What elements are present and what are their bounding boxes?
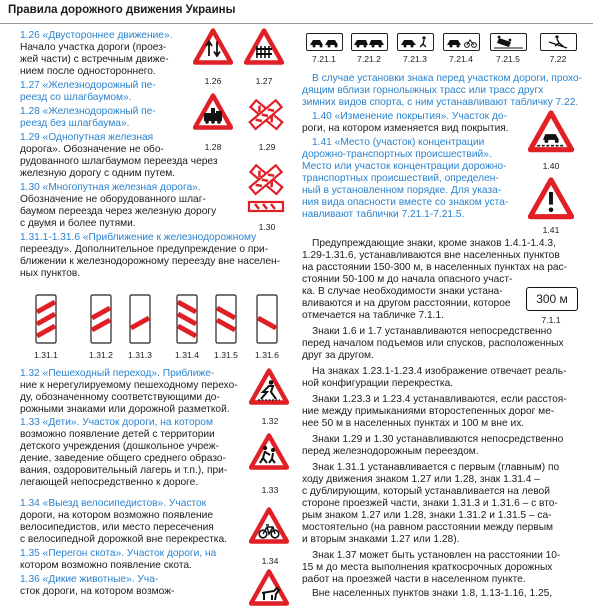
sign-label: 1.31.4 [175, 350, 199, 360]
plate-label: 7.21.4 [449, 54, 473, 64]
page-header [0, 0, 593, 24]
text-line: дящим вблизи горнолыжных трасс или трасс другх [302, 85, 544, 96]
sign-label: 1.34 [261, 556, 279, 566]
text-line: с дублирующим, который устанавливается на левой [302, 486, 550, 497]
text-line: ный в установленном порядке. Для указа- [302, 185, 502, 196]
text-line: мостоятельно (на равном расстоянии между первым [302, 522, 554, 533]
text-line: ближении к железнодорожному переезду вне населен- [20, 256, 281, 267]
sign-accident-zone-icon [528, 177, 574, 223]
plate-label: 7.1.1 [541, 315, 561, 325]
text-line: жей части) с встречным движе- [20, 54, 169, 65]
text-line: роги, на котором изменяется вид покрытия. [302, 123, 509, 134]
text-line: дорога». Обозначение не обо- [20, 144, 164, 155]
text-line: Знак 1.37 может быть установлен на расстоянии 10- [312, 550, 561, 561]
text-line: ние между примыканиями второстепенных дорог ме- [302, 406, 555, 417]
text-line: дорожно-транспортных происшествий». [302, 149, 492, 160]
cars-collision-icon [307, 34, 342, 50]
text-1-26-title: 1.26 «Двустороннее движение». [20, 30, 173, 41]
text-line: с двумя и более путями. [20, 218, 136, 229]
text-line: ной конфигурации перекрестка. [302, 378, 454, 389]
plate-7-21-3 [397, 33, 434, 51]
text-1-33-title: 1.33 «Дети». Участок дороги, на котором [20, 417, 213, 428]
sign-railway-crossing-barrier-icon [244, 28, 284, 68]
rear-collision-icon [352, 34, 387, 50]
text-line: дение, заведение общего среднего образо- [20, 453, 226, 464]
sign-multi-track-railway-icon [246, 158, 286, 216]
text-line: легающей непосредственно к дороге. [20, 477, 199, 488]
text-line: зимних видов спорта, с ним устанавливают табличку 7.22. [302, 97, 579, 108]
text-line: Начало участка дороги (проез- [20, 42, 167, 53]
text-line: Знаки 1.6 и 1.7 устанавливаются непосредственно [312, 326, 552, 337]
sign-approach-2-stripes-right-icon [90, 294, 112, 344]
car-overturn-icon [491, 34, 526, 50]
text-line: друг за другом. [302, 350, 374, 361]
text-line: ходу движения знаком 1.27 или 1.28, знак 1.31.4 – [302, 474, 540, 485]
plate-7-21-1 [306, 33, 343, 51]
text-line: 15 м до места выполнения краткосрочных дорожных [302, 562, 553, 573]
sign-label: 1.40 [542, 161, 560, 171]
text-line: дороги, на котором возможно появление [20, 510, 214, 521]
text-line: Вне населенных пунктов знаки 1.8, 1.13-1.16, 1.25, [312, 588, 553, 599]
text-line: рожными знаками или дорожной разметкой. [20, 404, 230, 415]
text-line: ния вида опасности вместе со знаком уста- [302, 197, 509, 208]
text-line: рым знаком 1.27 или 1.28, знаки 1.31.2 и 1.31.5 – са- [302, 510, 552, 521]
text-line: баумом переезда через железную дорогу [20, 206, 217, 217]
sign-label: 1.29 [258, 142, 276, 152]
sign-label: 1.33 [261, 485, 279, 495]
sign-cyclists-icon [249, 507, 289, 547]
plate-7-22 [540, 33, 577, 51]
text-line: перед началом подъемов или спусков, расположенных [302, 338, 564, 349]
text-line: навливают таблички 7.21.1-7.21.5. [302, 209, 465, 220]
plate-7-21-5 [490, 33, 527, 51]
plate-7-21-2 [351, 33, 388, 51]
text-1-28-title: 1.28 «Железнодорожный пе- [20, 106, 156, 117]
text-line: Обозначение не оборудованного шлаг- [20, 194, 206, 205]
text-line: железную дорогу с одним путем. [20, 168, 176, 179]
sign-approach-1-stripe-right-icon [129, 294, 151, 344]
sign-label: 1.31.5 [214, 350, 238, 360]
text-1-29-title: 1.29 «Однопутная железная [20, 132, 154, 143]
text-line: перед железнодорожным переездом. [302, 446, 479, 457]
text-line: ду, обозначенному соответствующими до- [20, 392, 220, 403]
sign-railway-crossing-no-barrier-icon [193, 93, 233, 133]
skier-icon [541, 34, 576, 50]
distance-plate-7-1-1: 300 м [526, 287, 578, 311]
text-line: отмечается на табличке 7.1.1. [302, 310, 444, 321]
sign-label: 1.30 [258, 222, 276, 232]
text-line: вания, оздоровительный лагерь и т.п.), при- [20, 465, 228, 476]
sign-approach-3-stripes-right-icon [35, 294, 57, 344]
sign-approach-3-stripes-left-icon [176, 294, 198, 344]
sign-label: 1.31.1 [34, 350, 58, 360]
text-line: Знак 1.31.1 устанавливается с первым (главным) по [312, 462, 560, 473]
text-1-32-title: 1.32 «Пешеходный переход». Приближе- [20, 368, 215, 379]
text-1-40-title-text: 1.40 «Изменение покрытия». Участок до- [312, 111, 507, 122]
text-1-27-title: 1.27 «Железнодорожный пе- [20, 80, 156, 91]
text-line: 1.29-1.31.6, устанавливаются вне населенных пунктов [302, 250, 560, 261]
text-line: велосипедистов, или место пересечения [20, 522, 214, 533]
text-line: ных пунктов. [20, 268, 81, 279]
sign-approach-2-stripes-left-icon [215, 294, 237, 344]
sign-label: 1.28 [204, 142, 222, 152]
text-line: нием после одностороннего. [20, 66, 156, 77]
sign-label: 1.41 [542, 225, 560, 235]
text-1-34-title: 1.34 «Выезд велосипедистов». Участок [20, 498, 207, 509]
sign-label: 1.31.6 [255, 350, 279, 360]
text-line: переезду». Дополнительное предупреждение о при- [20, 244, 269, 255]
text-line: реезд без шлагбаума». [20, 118, 130, 129]
text-line: реезд со шлагбаумом». [20, 92, 132, 103]
text-line: Знаки 1.23.3 и 1.23.4 устанавливаются, если расстоя- [312, 394, 567, 405]
text-line: возможно появление детей с территории [20, 429, 215, 440]
text-1-35-title: 1.35 «Перегон скота». Участок дороги, на [20, 548, 217, 559]
text-line: на расстоянии 150-300 м, в населенных пунктах на рас- [302, 262, 568, 273]
text-line: котором возможно появление скота. [20, 560, 192, 571]
sign-label: 1.32 [261, 416, 279, 426]
text-line: ние к нерегулируемому пешеходному перехо- [20, 380, 238, 391]
sign-children-icon [249, 433, 289, 473]
text-line: Знаки 1.29 и 1.30 устанавливаются непосредственно [312, 434, 564, 445]
text-1-40-title [312, 111, 507, 123]
text-line: Предупреждающие знаки, кроме знаков 1.4.1-1.4.3, [312, 238, 556, 249]
sign-single-track-railway-icon [246, 93, 286, 141]
sign-approach-1-stripe-left-icon [256, 294, 278, 344]
car-cyclist-icon [444, 34, 479, 50]
text-line: вливаются и на другом расстоянии, которое [302, 298, 511, 309]
text-1-30-title: 1.30 «Многопутная железная дорога». [20, 182, 201, 193]
text-line: В случае установки знака перед участком дороги, прохо- [312, 73, 583, 84]
sign-pedestrian-crossing-icon [249, 368, 289, 408]
sign-surface-change-icon [528, 110, 574, 156]
text-line: На знаках 1.23.1-1.23.4 изображение отвечает реаль- [312, 366, 567, 377]
sign-label: 1.31.3 [128, 350, 152, 360]
sign-two-way-traffic-icon [193, 28, 233, 68]
plate-label: 7.21.2 [357, 54, 381, 64]
text-line: стороне проезжей части, знаки 1.31.3 и 1.31.6 – с вто- [302, 498, 558, 509]
sign-label: 1.26 [204, 76, 222, 86]
header-title: Правила дорожного движения Украины [8, 4, 236, 16]
plate-label: 7.22 [549, 54, 567, 64]
text-line: Место или участок концентрации дорожно- [302, 161, 507, 172]
car-pedestrian-icon [398, 34, 433, 50]
sign-cattle-icon [249, 569, 289, 609]
plate-label: 7.21.5 [496, 54, 520, 64]
plate-7-21-4 [443, 33, 480, 51]
sign-label: 1.31.2 [89, 350, 113, 360]
text-line: и вторым знаками 1.27 или 1.28). [302, 534, 460, 545]
plate-label: 7.21.3 [403, 54, 427, 64]
text-line: детского учреждения (дошкольное учреж- [20, 441, 219, 452]
text-line: сток дороги, на котором возмож- [20, 586, 175, 597]
text-1-31-title: 1.31.1-1.31.6 «Приближение к железнодорожному [20, 232, 257, 243]
text-line: нее 50 м в населенных пунктах и 100 м вне их. [302, 418, 525, 429]
text-line: транспортных происшествий, определен- [302, 173, 499, 184]
text-1-41-title: 1.41 «Место (участок) концентрации [312, 137, 485, 148]
text-line: стоянии 50-100 м до начала опасного участ- [302, 274, 513, 285]
sign-label: 1.27 [255, 76, 273, 86]
text-line: с велосипедной дорожкой вне перекрестка. [20, 534, 227, 545]
text-line: работ на проезжей части в населенном пункте. [302, 574, 526, 585]
text-line: ка. В случае необходимости знаки устана- [302, 286, 503, 297]
text-line: рудованного шлагбаумом переезда через [20, 156, 218, 167]
plate-label: 7.21.1 [312, 54, 336, 64]
text-1-36-title: 1.36 «Дикие животные». Уча- [20, 574, 159, 585]
